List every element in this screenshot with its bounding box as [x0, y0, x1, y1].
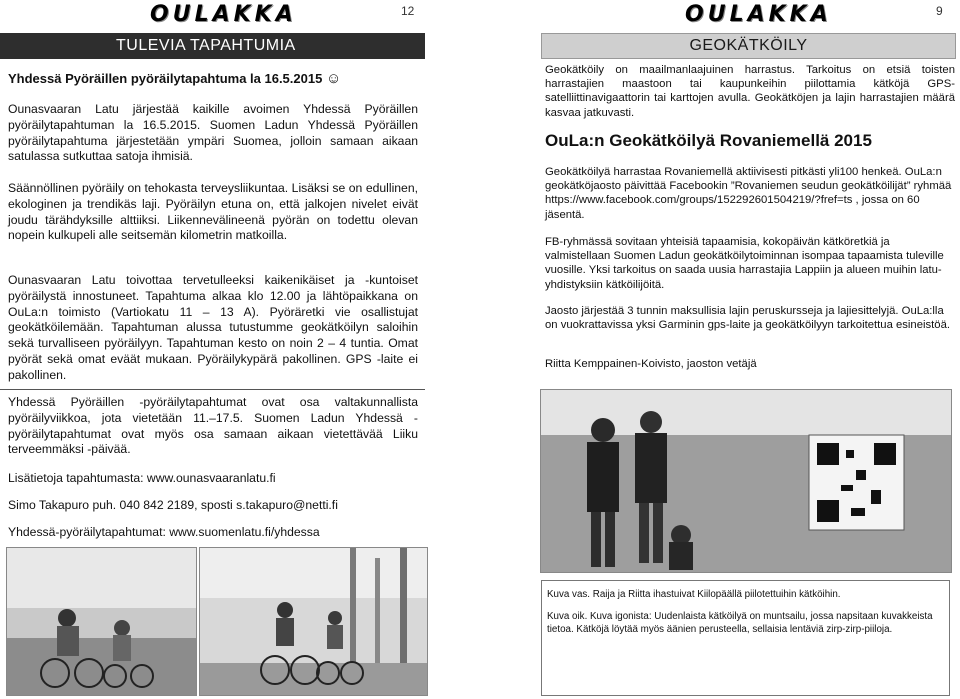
paragraph-courses: Jaosto järjestää 3 tunnin maksullisia lajin peruskursseja ja lajiesittelyjä. OuLa:lla on vuokrattavissa yksi Garminin gps-laite ja geokätköilyyn tarkoitettua esineistöä.: [545, 305, 951, 332]
oulakka-logo: OULAKKA: [150, 2, 297, 27]
cyclists-forest-image: [200, 548, 428, 696]
smiley-icon: ☺: [325, 70, 342, 87]
section-title-bar: [0, 33, 425, 59]
cyclists-group-image: [7, 548, 197, 696]
paragraph-benefits: Säännöllinen pyöräily on tehokasta terveysliikuntaa. Lisäksi se on edullinen, ekologinen ja trendikäs laji. Pyöräilyn etuna on, että jalkojen nivelet eivät joudu tärähdyksille alttiiksi. Liikennevälineenä pyörän on todettu olevan nopein kulkupeli alle seitsemän kilometrin matkoilla.: [8, 181, 418, 243]
section-title: GEOKÄTKÖILY: [689, 37, 808, 54]
divider: [0, 389, 425, 390]
paragraph-details: Ounasvaaran Latu toivottaa tervetulleeksi kaikenikäiset ja -kuntoiset pyöräilystä innostuneet. Tapahtuma alkaa klo 12.00 ja lähtöpaikkana on OuLa:n toimisto (Vartiokatu 11 – 13 A). Pyöräretki vie osallistujat geokätköilemään. Tapahtuman alussa tutustumme geokätköilyn saloihin sekä turvalliseen pyöräilyyn. Tapahtuman kesto on noin 2 – 4 tuntia. Omat pyörät sekä omat eväät mukaan. Pyöräilykypärä pakollinen. GPS -laite ei pakollinen.: [8, 273, 418, 382]
caption-right-photo: Kuva oik. Kuva igonista: Uudenlaista kätköilyä on muntsailu, jossa napsitaan kuvakkeista tietoa. Kätköjä löytää myös äänien perusteella, sellaisia lentäviä zirp-zirp-piiloja.: [547, 610, 933, 635]
paragraph-national: Yhdessä Pyöräillen -pyöräilytapahtumat ovat osa valtakunnallista pyöräilyviikkoa, jota vietetään 11.–17.5. Suomen Ladun Yhdessä -pyöräilytapahtumat ovat myös osa samaan aikaan vietettävää Liiku terveemmäksi -päivää.: [8, 395, 418, 457]
geocaching-intro: Geokätköily on maailmanlaajuinen harrastus. Tarkoitus on etsiä toisten harrastajien maastoon tai kaupunkeihin piilottamia kätköjä GPS-satelliittinavigaattorin tai karttojen avulla. Geokätköjen ja lajin harrastajien määrä kasvaa jatkuvasti.: [545, 64, 955, 119]
geocaching-photo: [540, 389, 952, 573]
paragraph-facebook: Geokätköilyä harrastaa Rovaniemellä aktiivisesti pitkästi yli100 henkeä. OuLa:n geokätköjaosto päivittää Facebookin ”Rovaniemen seudun geokätköilijät” ryhmää https://www.facebook.com/groups/152292601504219/?fref=ts , jossa on 60 jäsentä.: [545, 166, 952, 221]
photo-captions: [541, 580, 950, 696]
page-number: 9: [936, 4, 943, 18]
info-line: Lisätietoja tapahtumasta: www.ounasvaaranlatu.fi: [8, 471, 276, 485]
event-heading-text: Yhdessä Pyöräillen pyöräilytapahtuma la 16.5.2015: [8, 71, 323, 86]
link-line: Yhdessä-pyöräilytapahtumat: www.suomenlatu.fi/yhdessa: [8, 525, 320, 539]
geocachers-image: [541, 390, 952, 573]
cyclists-photo-group: [6, 547, 197, 696]
paragraph-meetings: FB-ryhmässä sovitaan yhteisiä tapaamisia, kokopäivän kätköretkiä ja valmistellaan Suomen Ladun geokätköilytoiminnan isompaa tapaamista tuleville vuosille. Yksi tarkoitus on saada uusia harrastajia Lappiin ja alueen muihin latu-yhdistyksiin kätköilijöitä.: [545, 236, 944, 291]
contact-line: Simo Takapuro puh. 040 842 2189, sposti s.takapuro@netti.fi: [8, 498, 338, 512]
page-number: 12: [401, 4, 415, 18]
section-title-bar: [541, 33, 956, 59]
author-line: Riitta Kemppainen-Koivisto, jaoston vetäjä: [545, 358, 757, 370]
section-title: TULEVIA TAPAHTUMIA: [116, 37, 296, 54]
oulakka-logo: OULAKKA: [685, 2, 832, 27]
paragraph-intro: Ounasvaaran Latu järjestää kaikille avoimen Yhdessä Pyöräillen pyöräilytapahtuman la 16.5.2015. Suomen Ladun Yhdessä Pyöräillen pyöräilytapahtuma järjestetään ympäri Suomea, jolloin samaan aikaan satulassa sutkuttaa satoja ihmisiä.: [8, 102, 418, 164]
cyclists-photo-forest: [199, 547, 428, 696]
geocaching-heading: OuLa:n Geokätköilyä Rovaniemellä 2015: [545, 131, 872, 150]
event-heading: [8, 70, 418, 87]
caption-left-photo: Kuva vas. Raija ja Riitta ihastuivat Kiilopäällä piilotettuihin kätköihin.: [547, 589, 841, 600]
